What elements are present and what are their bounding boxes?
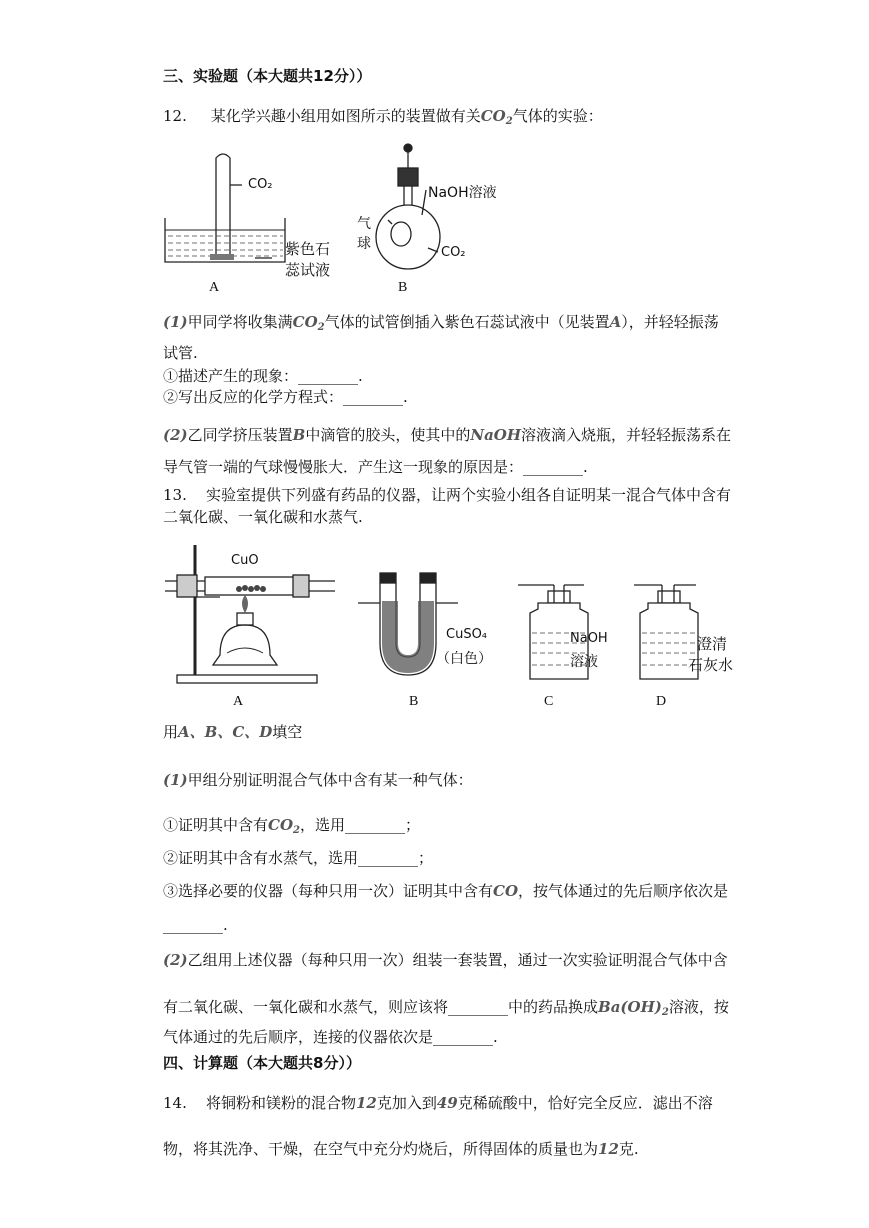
q12-a-caption: A — [209, 280, 220, 295]
q12-a-co2-label: CO₂ — [248, 177, 273, 192]
q13-part1-item3: ③选择必要的仪器（每种只用一次）证明其中含有CO，按气体通过的先后顺序依次是 — [163, 882, 729, 900]
q13-b-white-label: （白色） — [436, 651, 492, 667]
q12-part2: (2)乙同学挤压装置B中滴管的胶头，使其中的NaOH溶液滴入烧瓶，并轻轻振荡系在 — [163, 426, 732, 444]
q12-number: 12. — [163, 107, 187, 125]
q13-part2-line3: 气体通过的先后顺序，连接的仪器依次是________. — [163, 1028, 498, 1046]
q12-part1-line2: 试管. — [163, 344, 198, 362]
q12-b-caption: B — [398, 280, 408, 295]
q13-c-naoh-label-1: NaOH — [570, 631, 608, 646]
section-4-title: 四、计算题（本大题共8分）） — [163, 1054, 361, 1072]
q12-b-co2-label: CO₂ — [441, 245, 466, 260]
q13-b-cuso4-label: CuSO₄ — [446, 627, 488, 642]
q12-stem — [163, 106, 603, 132]
q12-stem-text-a: 某化学兴趣小组用如图所示的装置做有关 — [210, 107, 481, 125]
q13-part1: (1)甲组分别证明混合气体中含有某一种气体： — [163, 771, 473, 789]
section-3-title: 三、实验题（本大题共12分）） — [163, 67, 372, 85]
q13-part2: (2)乙组用上述仪器（每种只用一次）组装一套装置，通过一次实验证明混合气体中含 — [163, 951, 728, 969]
q13-d-caption: D — [656, 694, 667, 709]
q13-part1-item1: ①证明其中含有$CO_2$，选用________； — [163, 816, 421, 836]
q13-d-lime-label-1: 澄清 — [697, 635, 728, 653]
q13-stem: 13. 实验室提供下列盛有药品的仪器，让两个实验小组各自证明某一混合气体中含有 — [163, 486, 731, 504]
q13-fill-instruction: 用A、B、C、D填空 — [163, 723, 303, 741]
q13-a-cuo-label: CuO — [231, 553, 259, 568]
q13-b-caption: B — [409, 694, 419, 709]
q12-part1: (1)甲同学将收集满$CO_2$气体的试管倒插入紫色石蕊试液中（见装置A），并轻轻振荡 — [163, 313, 719, 333]
q13-part1-item2: ②证明其中含有水蒸气，选用________； — [163, 849, 434, 867]
q12-stem-text-b: 气体的实验： — [512, 107, 603, 125]
q13-number: 13. — [163, 486, 187, 504]
q12-a-liquid-label-2: 蕊试液 — [285, 261, 331, 279]
q12-b-naoh-label: NaOH溶液 — [428, 185, 497, 201]
q12-part1-item1: ①描述产生的现象：________. — [163, 367, 363, 385]
q13-c-caption: C — [544, 694, 554, 709]
q12-part1-item2: ②写出反应的化学方程式：________. — [163, 388, 408, 406]
q13-part1-item3-line2: ________. — [163, 916, 228, 934]
q14-line1: 14. 将铜粉和镁粉的混合物12克加入到49克稀硫酸中，恰好完全反应．滤出不溶 — [163, 1094, 713, 1112]
q13-c-naoh-label-2: 溶液 — [570, 654, 598, 670]
q12-part2-line2: 导气管一端的气球慢慢胀大．产生这一现象的原因是：________. — [163, 458, 588, 476]
q12-figure-b — [370, 140, 490, 275]
q13-stem-line2: 二氧化碳、一氧化碳和水蒸气. — [163, 508, 363, 526]
q12-a-liquid-label-1: 紫色石 — [285, 240, 331, 258]
q12-b-qiu-label: 球 — [357, 236, 371, 252]
q14-number: 14. — [163, 1094, 187, 1112]
q12-formula: $CO_2$ — [480, 107, 513, 127]
q13-d-lime-label-2: 石灰水 — [688, 656, 734, 674]
q13-a-caption: A — [233, 694, 244, 709]
q14-line2: 物，将其洗净、干燥，在空气中充分灼烧后，所得固体的质量也为12克. — [163, 1140, 639, 1158]
q12-b-qi-label: 气 — [357, 216, 371, 232]
q13-part2-line2: 有二氧化碳、一氧化碳和水蒸气，则应该将________中的药品换成$Ba(OH)_2$溶液，按 — [163, 998, 729, 1018]
